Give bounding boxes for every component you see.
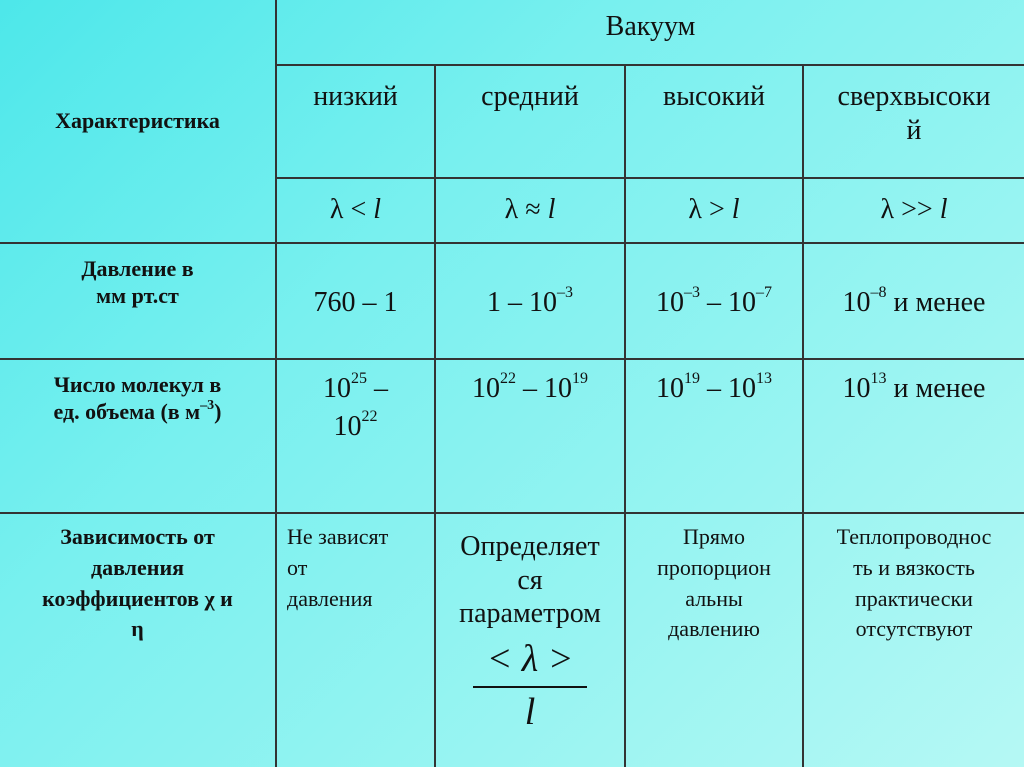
dependence-high-text: Прямо пропорцион альны давлению [657,524,771,642]
molecules-low-e2: 22 [361,408,378,426]
molecules-mid [436,360,624,512]
condition-mid-l: l [547,194,556,226]
condition-mid [436,179,624,242]
header-vacuum [277,0,1024,64]
header-characteristic [0,0,275,242]
molecules-high-e2: 13 [756,370,772,387]
level-ultra [804,66,1024,177]
condition-low-lambda: λ [329,194,344,226]
fraction-numerator: < λ > [473,637,588,689]
fraction-denominator: l [524,691,536,734]
level-low-label: низкий [313,81,398,112]
pressure-high-e1: –3 [684,284,700,301]
level-high [626,66,802,177]
molecules-high [626,360,802,512]
pressure-high-b1: 10 [656,287,684,318]
condition-high [626,179,802,242]
condition-ultra-op: >> [901,194,933,226]
pressure-low-value: 760 – 1 [313,287,398,318]
row-pressure-label [0,244,275,358]
condition-ultra-l: l [939,194,948,226]
pressure-ultra-tail: и менее [886,287,986,318]
dependence-mid-text: Определяет ся параметром [459,531,601,630]
row-molecules-exp: –3 [200,397,215,413]
header-characteristic-label: Характеристика [55,107,220,133]
condition-low-l: l [373,194,382,226]
level-low [277,66,434,177]
pressure-ultra [804,244,1024,358]
condition-high-lambda: λ [688,194,702,226]
level-high-label: высокий [662,81,766,112]
condition-ultra [804,179,1024,242]
row-molecules-end: ) [214,398,222,424]
molecules-ultra-exp: 13 [870,370,887,387]
condition-mid-lambda: λ [504,194,519,226]
molecules-low [277,360,434,512]
condition-high-op: > [709,194,725,226]
dependence-high [626,514,802,767]
row-molecules-text-1: Число молекул в [53,372,222,397]
pressure-high-sep: – 10 [700,287,756,318]
pressure-mid [436,244,624,358]
condition-high-l: l [731,194,740,226]
level-mid-label: средний [481,81,579,112]
pressure-high [626,244,802,358]
molecules-low-sep: – [367,373,388,404]
molecules-low-b2: 10 [333,411,362,443]
molecules-mid-e2: 19 [572,370,588,387]
condition-mid-op: ≈ [525,194,541,226]
row-molecules-text-2: ед. объема (в м [53,398,201,424]
row-dependence-label [0,514,275,767]
dependence-ultra [804,514,1024,767]
molecules-low-e1: 25 [351,370,367,387]
dependence-mid [436,514,624,767]
pressure-high-e2: –7 [756,284,772,301]
dependence-low [277,514,434,767]
molecules-mid-b1: 10 [472,373,500,404]
molecules-high-e1: 19 [684,370,700,387]
molecules-mid-sep: – 10 [516,373,572,404]
molecules-ultra-base: 10 [842,373,871,404]
molecules-high-sep: – 10 [700,373,756,404]
lambda-over-l-fraction [473,637,588,736]
row-molecules-label [0,360,275,512]
pressure-ultra-exp: –8 [870,284,887,301]
header-vacuum-label: Вакуум [605,11,696,42]
row-pressure-text: Давление в мм рт.ст [81,256,194,308]
level-ultra-label: сверхвысоки й [837,81,991,147]
molecules-ultra [804,360,1024,512]
pressure-mid-exp: –3 [557,284,573,301]
molecules-mid-e1: 22 [500,370,516,387]
level-mid [436,66,624,177]
pressure-ultra-base: 10 [842,287,871,318]
condition-ultra-lambda: λ [880,194,895,226]
dependence-ultra-text: Теплопроводнос ть и вязкость практически отсутствуют [836,524,992,642]
molecules-low-b1: 10 [323,373,351,404]
condition-low [277,179,434,242]
molecules-ultra-tail: и менее [886,373,986,404]
condition-low-op: < [350,194,367,226]
dependence-low-text: Не зависят от давления [287,524,389,611]
pressure-mid-base: 1 – 10 [487,287,557,318]
row-dependence-text: Зависимость от давления коэффициентов χ и η [42,524,233,642]
pressure-low [277,244,434,358]
molecules-high-b1: 10 [656,373,684,404]
